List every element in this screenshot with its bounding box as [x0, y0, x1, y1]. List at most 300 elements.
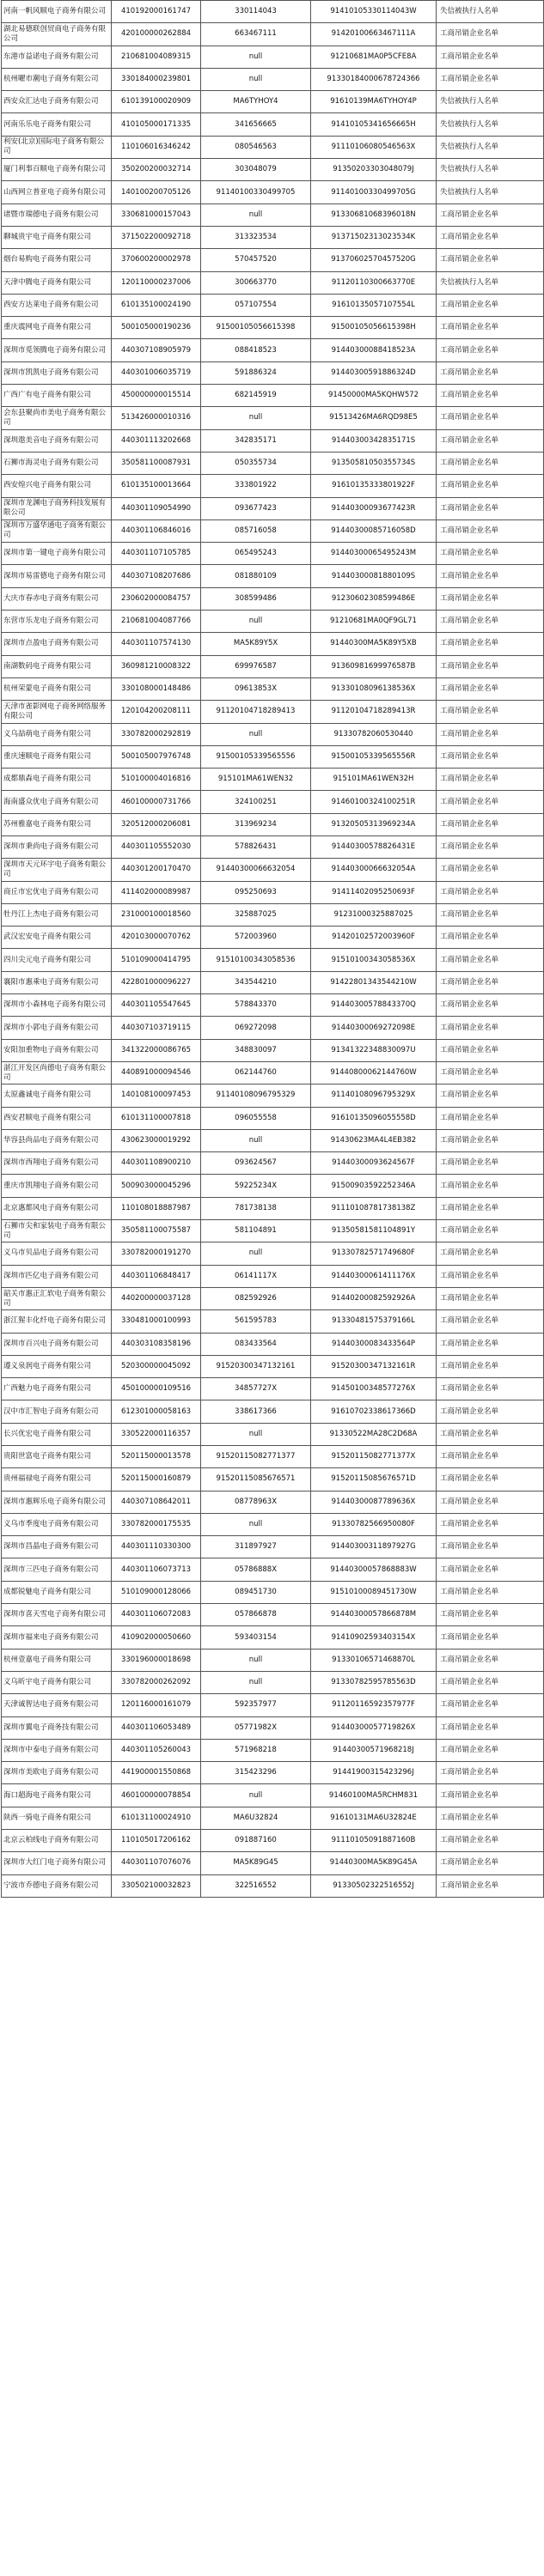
org-code-cell: 699976587	[201, 655, 311, 677]
credit-code-cell: 91510100089451730W	[311, 1581, 437, 1603]
company-name-cell: 义乌喆萌电子商务有限公司	[2, 723, 112, 745]
company-name-cell: 河南一帆风顺电子商务有限公司	[2, 1, 112, 23]
credit-code-cell: 91610135333801922F	[311, 475, 437, 497]
registration-number-cell: 330108000148486	[112, 677, 201, 700]
table-row	[2, 859, 544, 881]
company-name-cell: 义乌昕宇电子商务有限公司	[2, 1671, 112, 1693]
org-code-cell: 091887160	[201, 1830, 311, 1852]
table-row	[2, 1287, 544, 1309]
credit-code-cell: 91330184000678724366	[311, 68, 437, 90]
list-type-cell: 工商吊销企业名单	[437, 1039, 544, 1061]
table-row	[2, 1830, 544, 1852]
registration-number-cell: 510100004016816	[112, 769, 201, 791]
credit-code-cell: 91440300057868883W	[311, 1558, 437, 1581]
company-name-cell: 深圳市喜天雪电子商务有限公司	[2, 1604, 112, 1626]
org-code-cell: null	[201, 46, 311, 68]
list-type-cell: 工商吊销企业名单	[437, 1333, 544, 1355]
org-code-cell: 348830097	[201, 1039, 311, 1061]
list-type-cell: 工商吊销企业名单	[437, 543, 544, 565]
company-name-cell: 深圳市点盈电子商务有限公司	[2, 633, 112, 655]
list-type-cell: 工商吊销企业名单	[437, 701, 544, 723]
list-type-cell: 工商吊销企业名单	[437, 723, 544, 745]
table-row	[2, 1423, 544, 1445]
registration-number-cell: 440301110330300	[112, 1536, 201, 1558]
registration-number-cell: 440301109054990	[112, 497, 201, 519]
list-type-cell: 工商吊销企业名单	[437, 407, 544, 429]
list-type-cell: 失信被执行人名单	[437, 136, 544, 158]
org-code-cell: 342835171	[201, 429, 311, 452]
credit-code-cell: 91500105056615398H	[311, 317, 437, 339]
company-name-cell: 广西广有电子商务有限公司	[2, 385, 112, 407]
registration-number-cell: 440301107105785	[112, 543, 201, 565]
org-code-cell: 083433564	[201, 1333, 311, 1355]
org-code-cell: 062144760	[201, 1061, 311, 1084]
org-code-cell: 324100251	[201, 791, 311, 813]
credit-code-cell: 91110106080546563X	[311, 136, 437, 158]
org-code-cell: 91520115082771377	[201, 1446, 311, 1468]
registration-number-cell: 420100000262884	[112, 23, 201, 46]
org-code-cell: MA6U32824	[201, 1807, 311, 1829]
registration-number-cell: 440891000094546	[112, 1061, 201, 1084]
table-row	[2, 994, 544, 1017]
list-type-cell: 工商吊销企业名单	[437, 1513, 544, 1535]
org-code-cell: 09613853X	[201, 677, 311, 700]
company-name-cell: 海南盛众优电子商务有限公司	[2, 791, 112, 813]
org-code-cell: MA5K89G45	[201, 1852, 311, 1874]
credit-code-cell: 91330782571749680F	[311, 1242, 437, 1265]
table-row	[2, 407, 544, 429]
table-row	[2, 587, 544, 610]
table-row	[2, 519, 544, 542]
credit-code-cell: 91330522MA28C2D68A	[311, 1423, 437, 1445]
registration-number-cell: 440301113202668	[112, 429, 201, 452]
org-code-cell: null	[201, 68, 311, 90]
company-name-cell: 深圳市第一键电子商务有限公司	[2, 543, 112, 565]
list-type-cell: 工商吊销企业名单	[437, 655, 544, 677]
registration-number-cell: 410105000171335	[112, 113, 201, 136]
company-name-cell: 四川尖元电子商务有限公司	[2, 949, 112, 971]
company-name-cell: 宁波市乔德电子商务有限公司	[2, 1874, 112, 1897]
credit-code-cell: 91410105341656665H	[311, 113, 437, 136]
registration-number-cell: 500105000190236	[112, 317, 201, 339]
company-name-cell: 成都锐魅电子商务有限公司	[2, 1581, 112, 1603]
credit-code-cell: 91371502313023534K	[311, 226, 437, 248]
table-row	[2, 1333, 544, 1355]
table-row	[2, 1807, 544, 1829]
credit-code-cell: 91520115082771377X	[311, 1446, 437, 1468]
org-code-cell: null	[201, 1649, 311, 1671]
table-row	[2, 136, 544, 158]
list-type-cell: 工商吊销企业名单	[437, 994, 544, 1017]
credit-code-cell: 91440200082592926A	[311, 1287, 437, 1309]
company-name-cell: 深圳遨美音电子商务有限公司	[2, 429, 112, 452]
registration-number-cell: 430623000019292	[112, 1129, 201, 1151]
list-type-cell: 失信被执行人名单	[437, 91, 544, 113]
credit-code-cell: 91460100324100251R	[311, 791, 437, 813]
registration-number-cell: 440301107076076	[112, 1852, 201, 1874]
table-row	[2, 611, 544, 633]
registration-number-cell: 440301106073713	[112, 1558, 201, 1581]
table-row	[2, 565, 544, 587]
registration-number-cell: 440307103719115	[112, 1017, 201, 1039]
list-type-cell: 工商吊销企业名单	[437, 677, 544, 700]
org-code-cell: 088418523	[201, 339, 311, 361]
credit-code-cell: 91210681MA0P5CFE8A	[311, 46, 437, 68]
registration-number-cell: 440301105260043	[112, 1739, 201, 1761]
company-name-cell: 太原鑫诚电子商务有限公司	[2, 1084, 112, 1107]
org-code-cell: 095250693	[201, 881, 311, 903]
credit-code-cell: 91330681068396018N	[311, 204, 437, 226]
org-code-cell: 308599486	[201, 587, 311, 610]
list-type-cell: 工商吊销企业名单	[437, 1739, 544, 1761]
registration-number-cell: 410192000161747	[112, 1, 201, 23]
table-row	[2, 1671, 544, 1693]
org-code-cell: 591886324	[201, 361, 311, 384]
table-row	[2, 113, 544, 136]
credit-code-cell: 91230602308599486E	[311, 587, 437, 610]
company-name-cell: 烟台易购电子商务有限公司	[2, 249, 112, 271]
credit-code-cell: 91610139MA6TYHOY4P	[311, 91, 437, 113]
credit-code-cell: 91430623MA4L4EB382	[311, 1129, 437, 1151]
list-type-cell: 工商吊销企业名单	[437, 1175, 544, 1197]
registration-number-cell: 140100200705126	[112, 181, 201, 204]
org-code-cell: 069272098	[201, 1017, 311, 1039]
company-name-cell: 深圳市福来电子商务有限公司	[2, 1626, 112, 1649]
company-name-cell: 杭州壹嘉电子商务有限公司	[2, 1649, 112, 1671]
registration-number-cell: 110108018887987	[112, 1197, 201, 1219]
registration-number-cell: 350581100087931	[112, 452, 201, 474]
list-type-cell: 工商吊销企业名单	[437, 1626, 544, 1649]
company-list-sheet	[1, 0, 543, 1898]
table-row	[2, 1558, 544, 1581]
table-row	[2, 1784, 544, 1807]
table-row	[2, 91, 544, 113]
credit-code-cell: 91320505313969234A	[311, 813, 437, 835]
table-row	[2, 1355, 544, 1377]
company-name-cell: 深圳市龙渊电子商务科技发展有限公司	[2, 497, 112, 519]
company-name-cell: 广西魅力电子商务有限公司	[2, 1378, 112, 1400]
company-name-cell: 深圳市百兴电子商务有限公司	[2, 1333, 112, 1355]
company-name-cell: 山西网立普亚电子商务有限公司	[2, 181, 112, 204]
list-type-cell: 失信被执行人名单	[437, 113, 544, 136]
list-type-cell: 工商吊销企业名单	[437, 611, 544, 633]
list-type-cell: 工商吊销企业名单	[437, 1129, 544, 1151]
org-code-cell: 06141117X	[201, 1265, 311, 1287]
list-type-cell: 工商吊销企业名单	[437, 769, 544, 791]
org-code-cell: null	[201, 723, 311, 745]
org-code-cell: 05771982X	[201, 1716, 311, 1739]
registration-number-cell: 500105007976748	[112, 745, 201, 768]
registration-number-cell: 440301106072083	[112, 1604, 201, 1626]
company-name-cell: 西安众汇达电子商务有限公司	[2, 91, 112, 113]
company-name-cell: 武汉宏安电子商务有限公司	[2, 927, 112, 949]
company-name-cell: 陕西一骑电子商务有限公司	[2, 1807, 112, 1829]
table-row	[2, 68, 544, 90]
credit-code-cell: 91520115085676571D	[311, 1468, 437, 1491]
list-type-cell: 工商吊销企业名单	[437, 1220, 544, 1242]
credit-code-cell: 91440300065495243M	[311, 543, 437, 565]
company-name-cell: 东港市益诺电子商务有限公司	[2, 46, 112, 68]
org-code-cell: 065495243	[201, 543, 311, 565]
table-row	[2, 1084, 544, 1107]
registration-number-cell: 460100000731766	[112, 791, 201, 813]
org-code-cell: 570457520	[201, 249, 311, 271]
credit-code-cell: 91330782060530440	[311, 723, 437, 745]
registration-number-cell: 210681004087766	[112, 611, 201, 633]
org-code-cell: 338617366	[201, 1400, 311, 1423]
org-code-cell: 322516552	[201, 1874, 311, 1897]
registration-number-cell: 210681004089315	[112, 46, 201, 68]
company-name-cell: 杭州曜市潮电子商务有限公司	[2, 68, 112, 90]
org-code-cell: 343544210	[201, 971, 311, 993]
credit-code-cell: 91411402095250693F	[311, 881, 437, 903]
registration-number-cell: 510109000414795	[112, 949, 201, 971]
credit-code-cell: 91370602570457520G	[311, 249, 437, 271]
credit-code-cell: 91440300093624567F	[311, 1152, 437, 1175]
org-code-cell: 578826431	[201, 835, 311, 858]
table-row	[2, 701, 544, 723]
list-type-cell: 工商吊销企业名单	[437, 1287, 544, 1309]
list-type-cell: 工商吊销企业名单	[437, 519, 544, 542]
org-code-cell: 093624567	[201, 1152, 311, 1175]
registration-number-cell: 140108100097453	[112, 1084, 201, 1107]
company-name-cell: 重庆速顺电子商务有限公司	[2, 745, 112, 768]
credit-code-cell: 91120110300663770E	[311, 271, 437, 294]
registration-number-cell: 330782000292819	[112, 723, 201, 745]
registration-number-cell: 341322000086765	[112, 1039, 201, 1061]
credit-code-cell: 91510100343058536X	[311, 949, 437, 971]
org-code-cell: 592357977	[201, 1694, 311, 1716]
credit-code-cell: 91420102572003960F	[311, 927, 437, 949]
table-row	[2, 1378, 544, 1400]
credit-code-cell: 91440300057866878M	[311, 1604, 437, 1626]
list-type-cell: 工商吊销企业名单	[437, 1242, 544, 1265]
org-code-cell: null	[201, 1423, 311, 1445]
list-type-cell: 工商吊销企业名单	[437, 1084, 544, 1107]
company-name-cell: 贵阳世富电子商务有限公司	[2, 1446, 112, 1468]
credit-code-cell: 91330108096138536X	[311, 677, 437, 700]
company-name-cell: 厦门利事百顺电子商务有限公司	[2, 159, 112, 181]
table-row	[2, 971, 544, 993]
table-row	[2, 677, 544, 700]
list-type-cell: 工商吊销企业名单	[437, 1784, 544, 1807]
company-name-cell: 深圳市三匹电子商务有限公司	[2, 1558, 112, 1581]
table-row	[2, 1400, 544, 1423]
credit-code-cell: 91350581581104891Y	[311, 1220, 437, 1242]
registration-number-cell: 420103000070762	[112, 927, 201, 949]
credit-code-cell: 91350581050355734S	[311, 452, 437, 474]
list-type-cell: 工商吊销企业名单	[437, 1830, 544, 1852]
registration-number-cell: 440301108900210	[112, 1152, 201, 1175]
registration-number-cell: 520115000013578	[112, 1446, 201, 1468]
registration-number-cell: 520300000045092	[112, 1355, 201, 1377]
table-row	[2, 1468, 544, 1491]
org-code-cell: MA5K89Y5X	[201, 633, 311, 655]
company-name-cell: 北京惠都风电子商务有限公司	[2, 1197, 112, 1219]
registration-number-cell: 370600200002978	[112, 249, 201, 271]
credit-code-cell: 91500105339565556R	[311, 745, 437, 768]
registration-number-cell: 120116000161079	[112, 1694, 201, 1716]
company-name-cell: 深圳市天元环宇电子商务有限公司	[2, 859, 112, 881]
table-row	[2, 927, 544, 949]
org-code-cell: null	[201, 204, 311, 226]
registration-number-cell: 440200000037128	[112, 1287, 201, 1309]
company-name-cell: 海口超海电子商务有限公司	[2, 1784, 112, 1807]
table-row	[2, 543, 544, 565]
list-type-cell: 工商吊销企业名单	[437, 339, 544, 361]
org-code-cell: 781738138	[201, 1197, 311, 1219]
org-code-cell: 089451730	[201, 1581, 311, 1603]
company-name-cell: 深圳市小郭电子商务有限公司	[2, 1017, 112, 1039]
credit-code-cell: 91330106571468870L	[311, 1649, 437, 1671]
company-name-cell: 西安方达莱电子商务有限公司	[2, 294, 112, 316]
registration-number-cell: 520115000160879	[112, 1468, 201, 1491]
registration-number-cell: 440301006035719	[112, 361, 201, 384]
registration-number-cell: 441900001550868	[112, 1762, 201, 1784]
table-body	[2, 1, 544, 1898]
registration-number-cell: 330196000018698	[112, 1649, 201, 1671]
org-code-cell: 59225234X	[201, 1175, 311, 1197]
company-name-cell: 深圳市觅领腾电子商务有限公司	[2, 339, 112, 361]
table-row	[2, 1061, 544, 1084]
list-type-cell: 工商吊销企业名单	[437, 587, 544, 610]
list-type-cell: 工商吊销企业名单	[437, 361, 544, 384]
table-row	[2, 1716, 544, 1739]
org-code-cell: 303048079	[201, 159, 311, 181]
table-row	[2, 1649, 544, 1671]
table-row	[2, 1491, 544, 1513]
org-code-cell: 333801922	[201, 475, 311, 497]
org-code-cell: null	[201, 407, 311, 429]
company-name-cell: 成都鼎森电子商务有限公司	[2, 769, 112, 791]
list-type-cell: 工商吊销企业名单	[437, 1265, 544, 1287]
credit-code-cell: 91140108096795329X	[311, 1084, 437, 1107]
table-row	[2, 1152, 544, 1175]
list-type-cell: 工商吊销企业名单	[437, 1310, 544, 1333]
list-type-cell: 工商吊销企业名单	[437, 1536, 544, 1558]
org-code-cell: 311897927	[201, 1536, 311, 1558]
list-type-cell: 工商吊销企业名单	[437, 949, 544, 971]
registration-number-cell: 610135100024190	[112, 294, 201, 316]
table-row	[2, 881, 544, 903]
credit-code-cell: 915101MA61WEN32H	[311, 769, 437, 791]
registration-number-cell: 440301105547645	[112, 994, 201, 1017]
org-code-cell: 341656665	[201, 113, 311, 136]
list-type-cell: 工商吊销企业名单	[437, 1017, 544, 1039]
credit-code-cell: 91440300066632054A	[311, 859, 437, 881]
registration-number-cell: 440303108358196	[112, 1333, 201, 1355]
table-row	[2, 1626, 544, 1649]
list-type-cell: 工商吊销企业名单	[437, 565, 544, 587]
company-name-cell: 深圳市昌晶电子商务有限公司	[2, 1536, 112, 1558]
company-name-cell: 聊城贵宇电子商务有限公司	[2, 226, 112, 248]
registration-number-cell: 610139100020909	[112, 91, 201, 113]
list-type-cell: 工商吊销企业名单	[437, 903, 544, 926]
table-row	[2, 1762, 544, 1784]
org-code-cell: 34857727X	[201, 1378, 311, 1400]
org-code-cell: 91120104718289413	[201, 701, 311, 723]
org-code-cell: 082592926	[201, 1287, 311, 1309]
company-name-cell: 深圳市小森林电子商务有限公司	[2, 994, 112, 1017]
org-code-cell: 325887025	[201, 903, 311, 926]
table-row	[2, 1694, 544, 1716]
org-code-cell: 057107554	[201, 294, 311, 316]
registration-number-cell: 411402000089987	[112, 881, 201, 903]
list-type-cell: 工商吊销企业名单	[437, 1649, 544, 1671]
company-name-cell: 天津市雀影网电子商务网络服务有限公司	[2, 701, 112, 723]
org-code-cell: 915101MA61WEN32	[201, 769, 311, 791]
registration-number-cell: 330782000262092	[112, 1671, 201, 1693]
company-name-cell: 牡丹江上杰电子商务有限公司	[2, 903, 112, 926]
list-type-cell: 失信被执行人名单	[437, 159, 544, 181]
company-name-cell: 南湖数码电子商务有限公司	[2, 655, 112, 677]
table-row	[2, 385, 544, 407]
org-code-cell: 91520115085676571	[201, 1468, 311, 1491]
registration-number-cell: 450000000015514	[112, 385, 201, 407]
org-code-cell: 057866878	[201, 1604, 311, 1626]
registration-number-cell: 231000100018560	[112, 903, 201, 926]
company-name-cell: 石狮市海灵电子商务有限公司	[2, 452, 112, 474]
registration-number-cell: 440301200170470	[112, 859, 201, 881]
company-name-cell: 大庆市春赤电子商务有限公司	[2, 587, 112, 610]
org-code-cell: 91510100343058536	[201, 949, 311, 971]
company-name-cell: 西安煌兴电子商务有限公司	[2, 475, 112, 497]
credit-code-cell: 91440300081880109S	[311, 565, 437, 587]
company-name-cell: 杭州荣蒙电子商务有限公司	[2, 677, 112, 700]
list-type-cell: 工商吊销企业名单	[437, 1762, 544, 1784]
org-code-cell: null	[201, 611, 311, 633]
registration-number-cell: 330522000116357	[112, 1423, 201, 1445]
credit-code-cell: 91440300311897927G	[311, 1536, 437, 1558]
table-row	[2, 1265, 544, 1287]
company-name-cell: 深圳市秉尚电子商务有限公司	[2, 835, 112, 858]
table-row	[2, 1107, 544, 1129]
registration-number-cell: 440301106053489	[112, 1716, 201, 1739]
credit-code-cell: 91610131MA6U32824E	[311, 1807, 437, 1829]
list-type-cell: 工商吊销企业名单	[437, 859, 544, 881]
table-row	[2, 791, 544, 813]
org-code-cell: 096055558	[201, 1107, 311, 1129]
org-code-cell: MA6TYHOY4	[201, 91, 311, 113]
table-row	[2, 452, 544, 474]
registration-number-cell: 120110000237006	[112, 271, 201, 294]
list-type-cell: 工商吊销企业名单	[437, 46, 544, 68]
table-row	[2, 204, 544, 226]
company-name-cell: 安阳加重物电子商务有限公司	[2, 1039, 112, 1061]
list-type-cell: 工商吊销企业名单	[437, 1446, 544, 1468]
company-name-cell: 韶关市惠正汇软电子商务有限公司	[2, 1287, 112, 1309]
registration-number-cell: 440301107574130	[112, 633, 201, 655]
org-code-cell: 081880109	[201, 565, 311, 587]
list-type-cell: 工商吊销企业名单	[437, 633, 544, 655]
list-type-cell: 工商吊销企业名单	[437, 317, 544, 339]
list-type-cell: 工商吊销企业名单	[437, 971, 544, 993]
list-type-cell: 工商吊销企业名单	[437, 791, 544, 813]
registration-number-cell: 440307108642011	[112, 1491, 201, 1513]
company-name-cell: 汉中市汇智电子商务有限公司	[2, 1400, 112, 1423]
company-name-cell: 重庆市凯翔电子商务有限公司	[2, 1175, 112, 1197]
credit-code-cell: 91440300591886324D	[311, 361, 437, 384]
table-row	[2, 475, 544, 497]
registration-number-cell: 612301000058163	[112, 1400, 201, 1423]
table-row	[2, 1017, 544, 1039]
org-code-cell: 572003960	[201, 927, 311, 949]
table-row	[2, 159, 544, 181]
registration-number-cell: 110106016346242	[112, 136, 201, 158]
org-code-cell: 315423296	[201, 1762, 311, 1784]
table-row	[2, 1310, 544, 1333]
registration-number-cell: 330782000175535	[112, 1513, 201, 1535]
